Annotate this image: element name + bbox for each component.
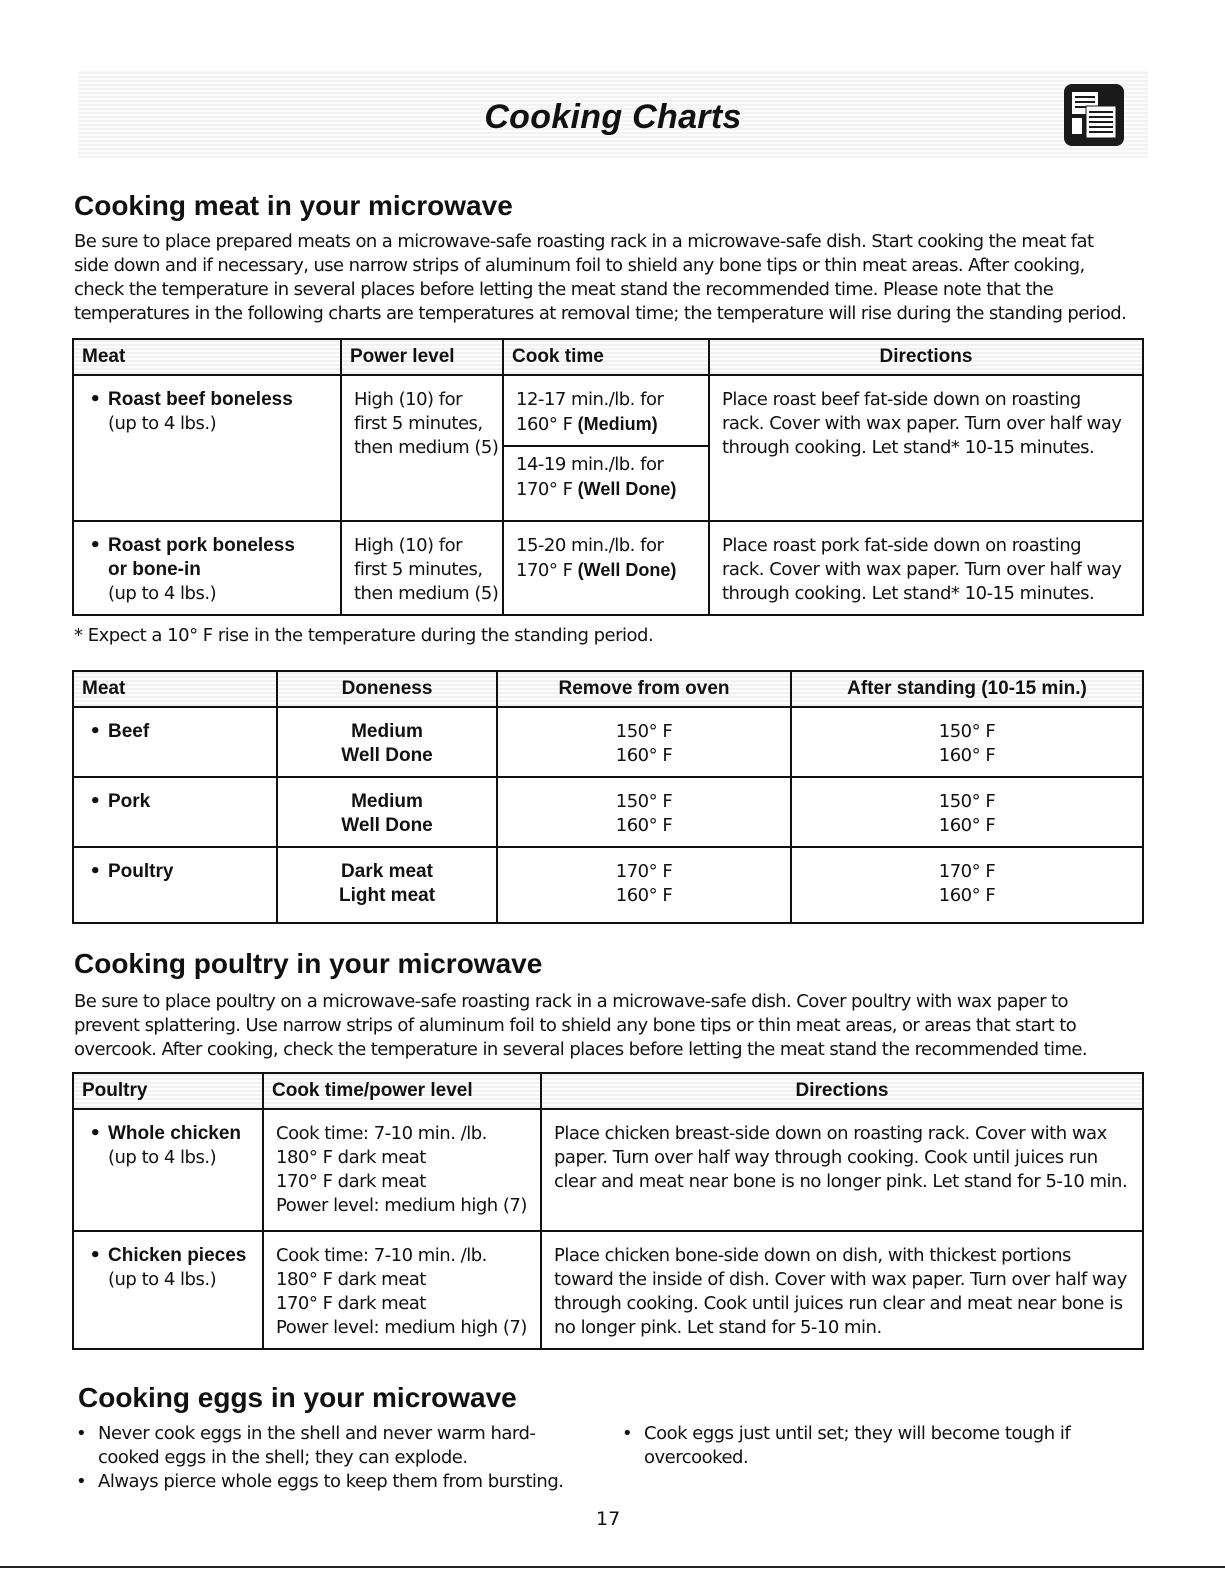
bullet: • — [89, 389, 101, 410]
poultry-table — [72, 1072, 1144, 1350]
meat-name: Beef — [108, 721, 150, 742]
meat-weight: (up to 4 lbs.) — [108, 583, 217, 604]
doneness-label: (Well Done) — [577, 560, 677, 580]
meat-cell — [73, 777, 277, 847]
meat-cell — [73, 521, 341, 615]
list-item-line: • Cook eggs just until set; they will become tough if — [644, 1423, 1071, 1444]
poultry-section-heading: Cooking poultry in your microwave — [74, 948, 543, 979]
list-item-line: • Always pierce whole eggs to keep them from bursting. — [98, 1471, 564, 1492]
column-header: Cook time/power level — [263, 1073, 541, 1109]
doneness-value: Medium — [351, 791, 423, 812]
bullet: • — [89, 1245, 101, 1266]
directions-line: through cooking. Cook until juices run clear and meat near bone is — [554, 1293, 1123, 1314]
doneness-value: Light meat — [338, 885, 436, 906]
power-line: first 5 minutes, — [354, 413, 483, 434]
cook-power-line: Cook time: 7-10 min. /lb. — [276, 1123, 487, 1144]
temperature: 160° F — [615, 815, 673, 836]
temperature: 160° F — [938, 815, 996, 836]
poultry-weight: (up to 4 lbs.) — [108, 1147, 217, 1168]
table-row — [73, 1231, 1143, 1349]
doneness-cell — [277, 777, 497, 847]
power-line: High (10) for — [354, 535, 463, 556]
directions-line: Place roast pork fat-side down on roasting — [722, 535, 1082, 556]
table-row — [73, 847, 1143, 923]
directions-line: toward the inside of dish. Cover with wax paper. Turn over half way — [554, 1269, 1127, 1290]
meat-cell — [73, 847, 277, 923]
power-line: High (10) for — [354, 389, 463, 410]
temperature: 160° F — [938, 885, 996, 906]
cook-time-line: 12-17 min./lb. for — [516, 389, 664, 410]
doneness-label: (Medium) — [577, 414, 658, 434]
meat-section-heading: Cooking meat in your microwave — [74, 190, 513, 221]
directions-line: through cooking. Let stand* 10-15 minutes. — [722, 437, 1095, 458]
table-row — [73, 707, 1143, 777]
column-header: Directions — [541, 1073, 1143, 1109]
column-header: Power level — [341, 339, 503, 375]
doneness-cell — [277, 707, 497, 777]
eggs-section-heading: Cooking eggs in your microwave — [78, 1382, 517, 1413]
meat-intro-line: Be sure to place prepared meats on a microwave-safe roasting rack in a microwave-safe dish. Start cooking the meat fat — [74, 231, 1094, 252]
cook-power-line: 170° F dark meat — [276, 1293, 426, 1314]
list-item-line: overcooked. — [644, 1447, 749, 1468]
bullet: • — [89, 535, 101, 556]
column-header: Cook time — [503, 339, 709, 375]
directions-line: Place chicken breast-side down on roasting rack. Cover with wax — [554, 1123, 1107, 1144]
temperature: 160° F — [516, 414, 573, 435]
meat-name: Roast pork boneless — [108, 535, 295, 556]
remove-temp-cell — [497, 777, 791, 847]
column-header: Doneness — [277, 671, 497, 707]
temperature: 150° F — [938, 791, 996, 812]
bottom-divider — [0, 1566, 1225, 1568]
table-header-row — [73, 671, 1143, 707]
cook-power-line: 180° F dark meat — [276, 1147, 426, 1168]
temperature: 160° F — [938, 745, 996, 766]
list-item-line: cooked eggs in the shell; they can explode. — [98, 1447, 468, 1468]
power-line: first 5 minutes, — [354, 559, 483, 580]
poultry-name: Chicken pieces — [108, 1245, 247, 1266]
directions-line: no longer pink. Let stand for 5-10 min. — [554, 1317, 882, 1338]
header-banner — [78, 70, 1148, 158]
poultry-weight: (up to 4 lbs.) — [108, 1269, 217, 1290]
eggs-left-list — [72, 1422, 592, 1494]
doneness-value: Well Done — [341, 815, 433, 836]
list-item-line: • Never cook eggs in the shell and never warm hard- — [98, 1423, 536, 1444]
cook-power-cell — [263, 1231, 541, 1349]
directions-line: through cooking. Let stand* 10-15 minutes. — [722, 583, 1095, 604]
directions-line: Place roast beef fat-side down on roasting — [722, 389, 1081, 410]
cook-time-line — [516, 558, 700, 583]
directions-cell — [709, 375, 1143, 521]
bullet: • — [89, 1123, 101, 1144]
temperature: 150° F — [615, 721, 673, 742]
power-cell — [341, 521, 503, 615]
meat-intro-line: check the temperature in several places before letting the meat stand the recommended time. Please note that the — [74, 279, 1054, 300]
meat-name-continued: or bone-in — [108, 559, 201, 580]
after-standing-cell — [791, 777, 1143, 847]
directions-line: rack. Cover with wax paper. Turn over half way — [722, 413, 1122, 434]
cook-power-line: 180° F dark meat — [276, 1269, 426, 1290]
cook-power-cell — [263, 1109, 541, 1231]
cook-time-line — [516, 477, 700, 502]
cook-time-line: 15-20 min./lb. for — [516, 535, 664, 556]
poultry-cell — [73, 1109, 263, 1231]
after-standing-cell — [791, 707, 1143, 777]
page-number: 17 — [596, 1508, 621, 1530]
table-row — [73, 777, 1143, 847]
temperature: 160° F — [615, 885, 673, 906]
poultry-cell — [73, 1231, 263, 1349]
doneness-label: (Well Done) — [577, 479, 677, 499]
poultry-intro-line: overcook. After cooking, check the temperature in several places before letting the meat stand the recommended time. — [74, 1039, 1087, 1060]
temperature: 150° F — [938, 721, 996, 742]
meat-name: Roast beef boneless — [108, 389, 293, 410]
column-header: Meat — [73, 339, 341, 375]
meat-name: Pork — [108, 791, 151, 812]
directions-line: rack. Cover with wax paper. Turn over half way — [722, 559, 1122, 580]
meat-power-table — [72, 338, 1144, 616]
list-item — [72, 1422, 592, 1470]
cook-power-line: Power level: medium high (7) — [276, 1317, 527, 1338]
temperature: 160° F — [615, 745, 673, 766]
temperature: 170° F — [615, 861, 673, 882]
meat-intro — [74, 230, 1126, 326]
remove-temp-cell — [497, 847, 791, 923]
cook-time-line: 14-19 min./lb. for — [516, 454, 664, 475]
meat-cell — [73, 707, 277, 777]
page-title: Cooking Charts — [484, 98, 742, 136]
poultry-intro-line: Be sure to place poultry on a microwave-safe roasting rack in a microwave-safe dish. Cover poultry with wax paper to — [74, 991, 1068, 1012]
poultry-name: Whole chicken — [108, 1123, 242, 1144]
temperature: 170° F — [516, 479, 573, 500]
power-cell — [341, 375, 503, 521]
doneness-value: Dark meat — [341, 861, 433, 882]
doneness-table — [72, 670, 1144, 924]
eggs-right-list — [618, 1422, 1138, 1470]
power-line: then medium (5) — [354, 583, 499, 604]
doneness-cell — [277, 847, 497, 923]
meat-intro-line: side down and if necessary, use narrow strips of aluminum foil to shield any bone tips or thin meat areas. After cooking, — [74, 255, 1085, 276]
remove-temp-cell — [497, 707, 791, 777]
cook-time-medium — [504, 376, 708, 447]
bullet: • — [89, 721, 101, 742]
table-row — [73, 521, 1143, 615]
column-header: Meat — [73, 671, 277, 707]
list-item — [618, 1422, 1138, 1470]
meat-cell — [73, 375, 341, 521]
directions-line: Place chicken bone-side down on dish, with thickest portions — [554, 1245, 1071, 1266]
power-line: then medium (5) — [354, 437, 499, 458]
table-header-row — [73, 339, 1143, 375]
temperature: 170° F — [938, 861, 996, 882]
column-header: Poultry — [73, 1073, 263, 1109]
temperature: 170° F — [516, 560, 573, 581]
cook-time-cell — [503, 375, 709, 521]
bullet: • — [89, 861, 101, 882]
cook-power-line: Power level: medium high (7) — [276, 1195, 527, 1216]
directions-line: paper. Turn over half way through cooking. Cook until juices run — [554, 1147, 1098, 1168]
bullet: • — [89, 791, 101, 812]
doneness-value: Well Done — [341, 745, 433, 766]
directions-cell — [541, 1231, 1143, 1349]
table-header-row — [73, 1073, 1143, 1109]
cook-time-cell — [503, 521, 709, 615]
doneness-value: Medium — [351, 721, 423, 742]
directions-cell — [541, 1109, 1143, 1231]
table-row — [73, 375, 1143, 521]
temperature: 150° F — [615, 791, 673, 812]
meat-name: Poultry — [108, 861, 174, 882]
footnote: * Expect a 10° F rise in the temperature during the standing period. — [74, 625, 654, 646]
meat-weight: (up to 4 lbs.) — [108, 413, 217, 434]
cook-time-line — [516, 412, 700, 437]
column-header: Remove from oven — [497, 671, 791, 707]
column-header: Directions — [709, 339, 1143, 375]
cook-power-line: Cook time: 7-10 min. /lb. — [276, 1245, 487, 1266]
column-header: After standing (10-15 min.) — [791, 671, 1143, 707]
cook-power-line: 170° F dark meat — [276, 1171, 426, 1192]
cook-time-well-done — [504, 447, 708, 508]
list-item — [72, 1470, 592, 1494]
cooking-chart-icon — [1064, 84, 1124, 146]
directions-line: clear and meat near bone is no longer pink. Let stand for 5-10 min. — [554, 1171, 1128, 1192]
table-row — [73, 1109, 1143, 1231]
poultry-intro-line: prevent splattering. Use narrow strips of aluminum foil to shield any bone tips or thin meat areas, or areas that start to — [74, 1015, 1077, 1036]
meat-intro-line: temperatures in the following charts are temperatures at removal time; the temperature will rise during the standing period. — [74, 303, 1127, 324]
after-standing-cell — [791, 847, 1143, 923]
directions-cell — [709, 521, 1143, 615]
poultry-intro — [74, 990, 1087, 1062]
